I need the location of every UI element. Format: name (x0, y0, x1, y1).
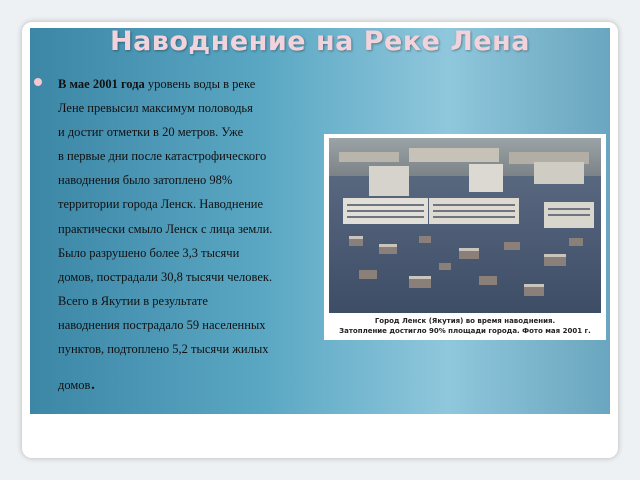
body-line: практически смыло Ленск с лица земли. (58, 221, 273, 236)
body-line: Было разрушено более 3,3 тысячи (58, 245, 240, 260)
bullet-icon (34, 78, 42, 86)
photo-caption-line-1: Город Ленск (Якутия) во время наводнения. (374, 317, 556, 325)
body-text (58, 72, 328, 397)
flood-photo-card (324, 134, 606, 340)
flood-photo (329, 138, 601, 313)
body-line: наводнения пострадало 59 населенных (58, 317, 266, 332)
body-last-punct: . (90, 372, 96, 395)
body-line: Лене превысил максимум половодья (58, 101, 253, 116)
body-line: Всего в Якутии в результате (58, 293, 208, 308)
body-last-word: домов (58, 378, 91, 393)
slide-title: Наводнение на Реке Лена (109, 26, 531, 57)
body-last-line (58, 373, 328, 397)
body-line: наводнения было затоплено 98% (58, 173, 233, 188)
body-lead: В мае 2001 года (58, 77, 145, 91)
body-line: в первые дни после катастрофического (58, 149, 267, 164)
body-line: пунктов, подтоплено 5,2 тысячи жилых (58, 342, 269, 357)
photo-caption (324, 316, 606, 336)
body-line: территории города Ленск. Наводнение (58, 197, 264, 212)
body-line: и достиг отметки в 20 метров. Уже (58, 125, 244, 140)
photo-caption-line-2: Затопление достигло 90% площади города. Фото мая 2001 г. (339, 327, 591, 335)
body-first-line-rest: уровень воды в реке (144, 77, 256, 91)
body-line-1 (58, 72, 328, 96)
body-line: домов, пострадали 30,8 тысячи человек. (58, 269, 273, 284)
